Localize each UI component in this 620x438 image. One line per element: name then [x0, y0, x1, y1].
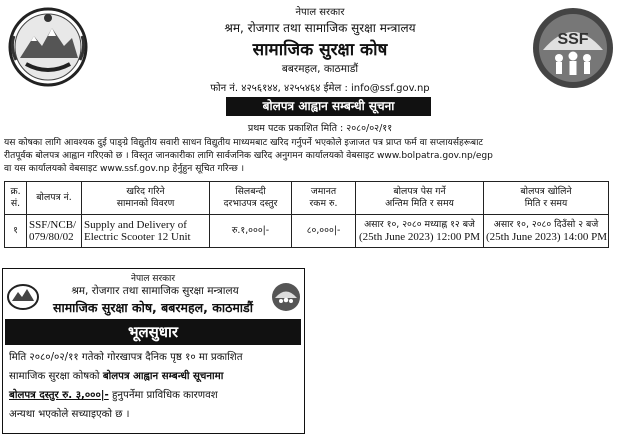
- corrigendum-line: सामाजिक सुरक्षा कोषको बोलपत्र आह्वान सम्बन्धी सूचनामा: [9, 371, 224, 382]
- header-security: जमानत रकम रु.: [292, 182, 356, 215]
- cell-sn: १: [5, 215, 27, 248]
- header-description: खरिद गरिने सामानको विवरण: [82, 182, 210, 215]
- table-header-row: [5, 182, 609, 215]
- notice-paragraph-line: वा यस कार्यालयको वेबसाइट www.ssf.gov.np हेर्नुहुन सूचित गरिन्छ ।: [4, 164, 245, 174]
- cell-fee: रु.१,०००|-: [210, 215, 292, 248]
- svg-text:SSF: SSF: [557, 31, 589, 48]
- header-bid-no: बोलपत्र नं.: [27, 182, 82, 215]
- ministry-name: श्रम, रोजगार तथा सामाजिक सुरक्षा मन्त्रालय: [224, 21, 416, 35]
- ssf-logo-icon: [271, 282, 301, 312]
- fund-name: सामाजिक सुरक्षा कोष: [252, 40, 388, 60]
- corrigendum-line: अन्यथा भएकोले सच्याइएको छ ।: [9, 409, 130, 420]
- corrigendum-notice: [2, 268, 305, 434]
- cell-submission: असार १०, २०८० मध्याह्न १२ बजे (25th June 2023) 12:00 PM: [356, 215, 484, 248]
- published-date: प्रथम पटक प्रकाशित मिति : २०८०/०२/११: [247, 123, 393, 134]
- notice-paragraph-line: यस कोषका लागि आवश्यक दुई पाङ्ग्रे विद्युतीय सवारी साधन विद्युतीय माध्यमबाट खरिद गर्नुपर्ने भएकोले इजाजत पत्र प्राप्त फर्म वा सप्लायर्सहरूबाट: [4, 138, 484, 148]
- cell-opening: असार १०, २०८० दिउँसो २ बजे (25th June 2023) 14:00 PM: [484, 215, 609, 248]
- cell-security: ८०,०००|-: [292, 215, 356, 248]
- table-row: [5, 215, 609, 248]
- notice-title: बोलपत्र आह्वान सम्बन्धी सूचना: [226, 97, 431, 116]
- corrigendum-line: बोलपत्र दस्तुर रु. ३,०००|- हुनुपर्नेमा प्राविधिक कारणवश: [9, 390, 218, 401]
- government-name: नेपाल सरकार: [295, 7, 345, 18]
- contact-info: फोन नं. ४२५६१४४, ४२५५४६४ ईमेल : info@ssf.gov.np: [210, 83, 430, 94]
- tender-table: [4, 181, 609, 248]
- nepal-emblem-icon: [6, 6, 90, 88]
- cell-bid-no: SSF/NCB/ 079/80/02: [27, 215, 82, 248]
- notice-paragraph-line: रीतपूर्वक बोलपत्र आह्वान गरिएको छ । विस्तृत जानकारीका लागि सार्वजनिक खरिद अनुगमन कार्यालयको वेबसाइट www.bolpatra.gov.np/egp: [4, 151, 493, 161]
- office-address: बबरमहल, काठमाडौं: [281, 63, 359, 75]
- header-sn: क्र. सं.: [5, 182, 27, 215]
- cell-description: Supply and Delivery of Electric Scooter 12 Unit: [82, 215, 210, 248]
- fund-name: सामाजिक सुरक्षा कोष, बबरमहल, काठमाडौं: [53, 300, 253, 315]
- header-submission: बोलपत्र पेस गर्ने अन्तिम मिति र समय: [356, 182, 484, 215]
- ministry-name: श्रम, रोजगार तथा सामाजिक सुरक्षा मन्त्रालय: [71, 285, 239, 297]
- ssf-logo-icon: [531, 6, 615, 90]
- government-name: नेपाल सरकार: [130, 274, 176, 284]
- corrigendum-line: मिति २०८०/०२/११ गतेको गोरखापत्र दैनिक पृष्ठ १० मा प्रकाशित: [9, 352, 243, 363]
- corrigendum-title: भूलसुधार: [5, 319, 301, 345]
- header-fee: सिलबन्दी दरभाउपत्र दस्तुर: [210, 182, 292, 215]
- header-opening: बोलपत्र खोलिने मिति र समय: [484, 182, 609, 215]
